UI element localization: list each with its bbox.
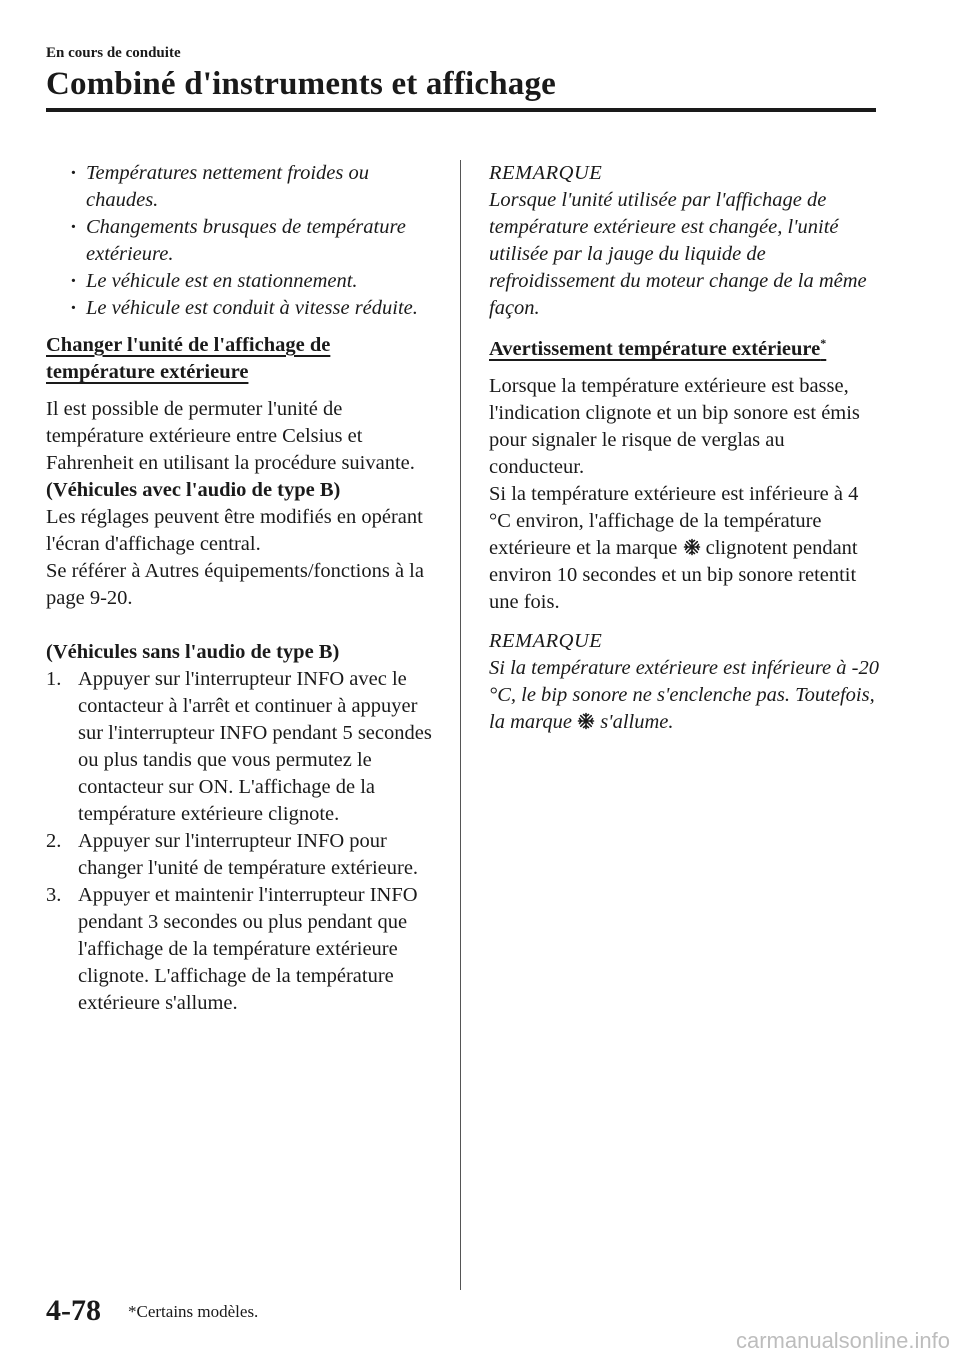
warning-heading-text: Avertissement température extérieure [489, 338, 821, 360]
step-text: Appuyer et maintenir l'interrupteur INFO pendant 3 secondes ou plus pendant que l'affichage de la température extérieure clignote. L'affichage de la température extérieure s'allume. [78, 884, 418, 1014]
note-text-part: s'allume. [600, 711, 674, 733]
type-b-text: Les réglages peuvent être modifiés en opérant l'écran d'affichage central. [46, 506, 423, 555]
step-number: 2. [46, 830, 62, 852]
note-text: Lorsque l'unité utilisée par l'affichage de température extérieure est changée, l'unité utilisée par la jauge du liquide de refroidissement du moteur change de la même façon. [489, 189, 867, 319]
right-column [489, 160, 879, 736]
chapter-title: Combiné d'instruments et affichage [46, 66, 557, 102]
optional-mark: * [820, 336, 827, 351]
warning-text: clignotent pendant environ 10 secondes et un bip sonore retentit une fois. [489, 537, 858, 613]
page-header [46, 44, 876, 104]
snowflake-icon [683, 538, 701, 556]
warning-heading [489, 338, 826, 360]
warning-text: Si la température extérieure est inférieure à 4 °C environ, l'affichage de la température extérieure et la marque [489, 483, 859, 559]
note-text [489, 655, 879, 736]
no-type-b-heading: (Véhicules sans l'audio de type B) [46, 641, 340, 663]
note-text-part: Si la température extérieure est inférieure à -20 °C, le bip sonore ne s'enclenche pas. Toutefois, la marque [489, 657, 879, 733]
unit-change-heading: Changer l'unité de l'affichage de température extérieure [46, 334, 331, 383]
warning-paragraph [489, 481, 879, 616]
type-b-reference: Se référer à Autres équipements/fonctions à la page 9-20. [46, 560, 424, 609]
page-number: 4-78 [46, 1294, 101, 1327]
left-column [46, 160, 436, 1017]
condition-list [46, 160, 436, 322]
list-item [46, 666, 436, 828]
spacer [46, 612, 436, 639]
step-text: Appuyer sur l'interrupteur INFO pour changer l'unité de température extérieure. [78, 830, 419, 879]
step-number: 3. [46, 884, 62, 906]
step-number: 1. [46, 668, 62, 690]
procedure-steps [46, 666, 436, 1017]
list-item: · Températures nettement froides ou chaudes. [46, 160, 436, 214]
unit-change-heading-block [46, 332, 436, 386]
header-rule [46, 108, 876, 112]
watermark: carmanualsonline.info [735, 1328, 950, 1353]
list-item: · Le véhicule est en stationnement. [46, 268, 436, 295]
spacer [489, 616, 879, 628]
step-text: Appuyer sur l'interrupteur INFO avec le contacteur à l'arrêt et continuer à appuyer sur l'interrupteur INFO pendant 5 secondes ou plus tandis que vous permutez le contacteur sur ON. L'affichage de la température extérieure clignote. [78, 668, 432, 825]
type-b-heading: (Véhicules avec l'audio de type B) [46, 479, 341, 501]
section-label: En cours de conduite [46, 45, 181, 61]
note-title: REMARQUE [489, 630, 603, 652]
footnote: *Certains modèles. [128, 1302, 259, 1321]
snowflake-icon [577, 712, 595, 730]
warning-heading-block [489, 336, 879, 363]
column-divider [460, 160, 461, 1290]
list-item [46, 828, 436, 882]
warning-paragraph: Lorsque la température extérieure est basse, l'indication clignote et un bip sonore est émis pour signaler le risque de verglas au conducteur. [489, 375, 860, 478]
list-item: · Changements brusques de température extérieure. [46, 214, 436, 268]
list-item [46, 882, 436, 1017]
unit-change-intro: Il est possible de permuter l'unité de température extérieure entre Celsius et Fahrenheit en utilisant la procédure suivante. [46, 398, 415, 474]
list-item: · Le véhicule est conduit à vitesse réduite. [46, 295, 436, 322]
note-title: REMARQUE [489, 162, 603, 184]
